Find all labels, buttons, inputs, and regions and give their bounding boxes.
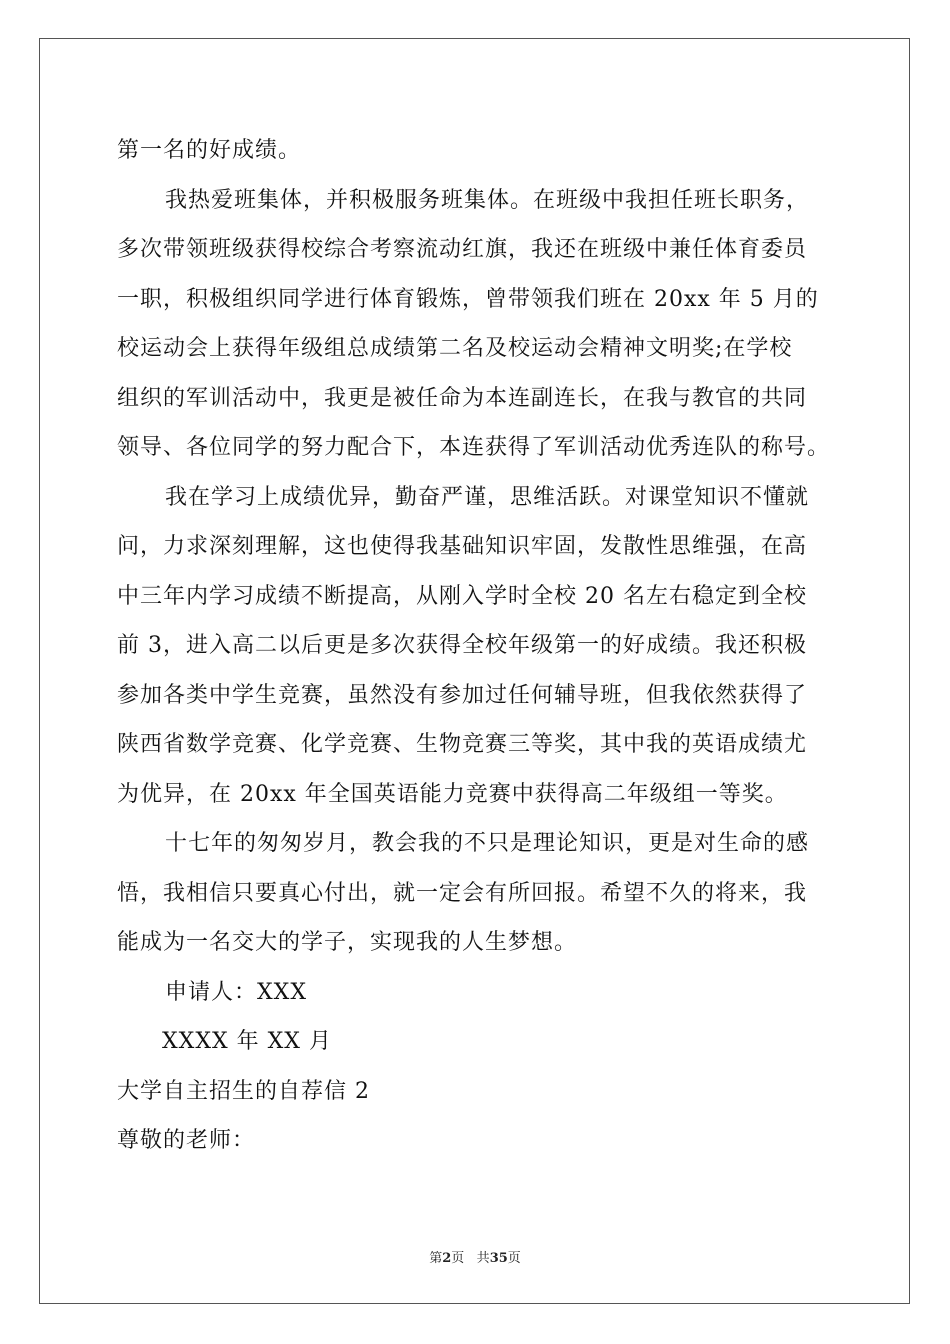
paragraph-line: 一职，积极组织同学进行体育锻炼，曾带领我们班在 20xx 年 5 月的 <box>117 286 819 312</box>
paragraph-line: 校运动会上获得年级组总成绩第二名及校运动会精神文明奖;在学校 <box>117 336 793 361</box>
paragraph-line: 参加各类中学生竞赛，虽然没有参加过任何辅导班，但我依然获得了 <box>117 682 808 708</box>
signature-date: XXXX 年 XX 月 <box>162 1029 332 1054</box>
paragraph-line: 我热爱班集体，并积极服务班集体。在班级中我担任班长职务， <box>165 187 810 213</box>
salutation: 尊敬的老师： <box>117 1128 256 1153</box>
section-title: 大学自主招生的自荐信 2 <box>117 1078 370 1104</box>
paragraph-line: 领导、各位同学的努力配合下，本连获得了军训活动优秀连队的称号。 <box>117 435 831 460</box>
paragraph-line: 为优异，在 20xx 年全国英语能力竞赛中获得高二年级组一等奖。 <box>117 781 788 807</box>
paragraph-line: 组织的军训活动中，我更是被任命为本连副连长，在我与教官的共同 <box>117 385 808 411</box>
page-footer <box>0 1247 950 1266</box>
paragraph-line: 陕西省数学竞赛、化学竞赛、生物竞赛三等奖，其中我的英语成绩尤 <box>117 732 808 757</box>
total-prefix: 共 <box>476 1251 490 1266</box>
paragraph-line: 第一名的好成绩。 <box>117 138 302 163</box>
signature-applicant: 申请人：XXX <box>165 979 307 1005</box>
page-suffix: 页 <box>451 1251 465 1266</box>
total-pages: 35 <box>489 1251 508 1266</box>
page-prefix: 第 <box>429 1251 443 1266</box>
paragraph-line: 中三年内学习成绩不断提高，从刚入学时全校 20 名左右稳定到全校 <box>117 583 807 609</box>
paragraph-line: 十七年的匆匆岁月，教会我的不只是理论知识，更是对生命的感 <box>165 831 810 856</box>
total-suffix: 页 <box>507 1251 521 1266</box>
page-number: 2 <box>442 1251 452 1266</box>
paragraph-line: 多次带领班级获得校综合考察流动红旗，我还在班级中兼任体育委员 <box>117 237 808 262</box>
paragraph-line: 悟，我相信只要真心付出，就一定会有所回报。希望不久的将来，我 <box>117 880 808 906</box>
paragraph-line: 我在学习上成绩优异，勤奋严谨，思维活跃。对课堂知识不懂就 <box>165 484 810 510</box>
paragraph-line: 问，力求深刻理解，这也使得我基础知识牢固，发散性思维强，在高 <box>117 534 808 559</box>
document-body <box>117 126 837 1166</box>
paragraph-line: 能成为一名交大的学子，实现我的人生梦想。 <box>117 930 578 955</box>
paragraph-line: 前 3，进入高二以后更是多次获得全校年级第一的好成绩。我还积极 <box>117 633 807 658</box>
